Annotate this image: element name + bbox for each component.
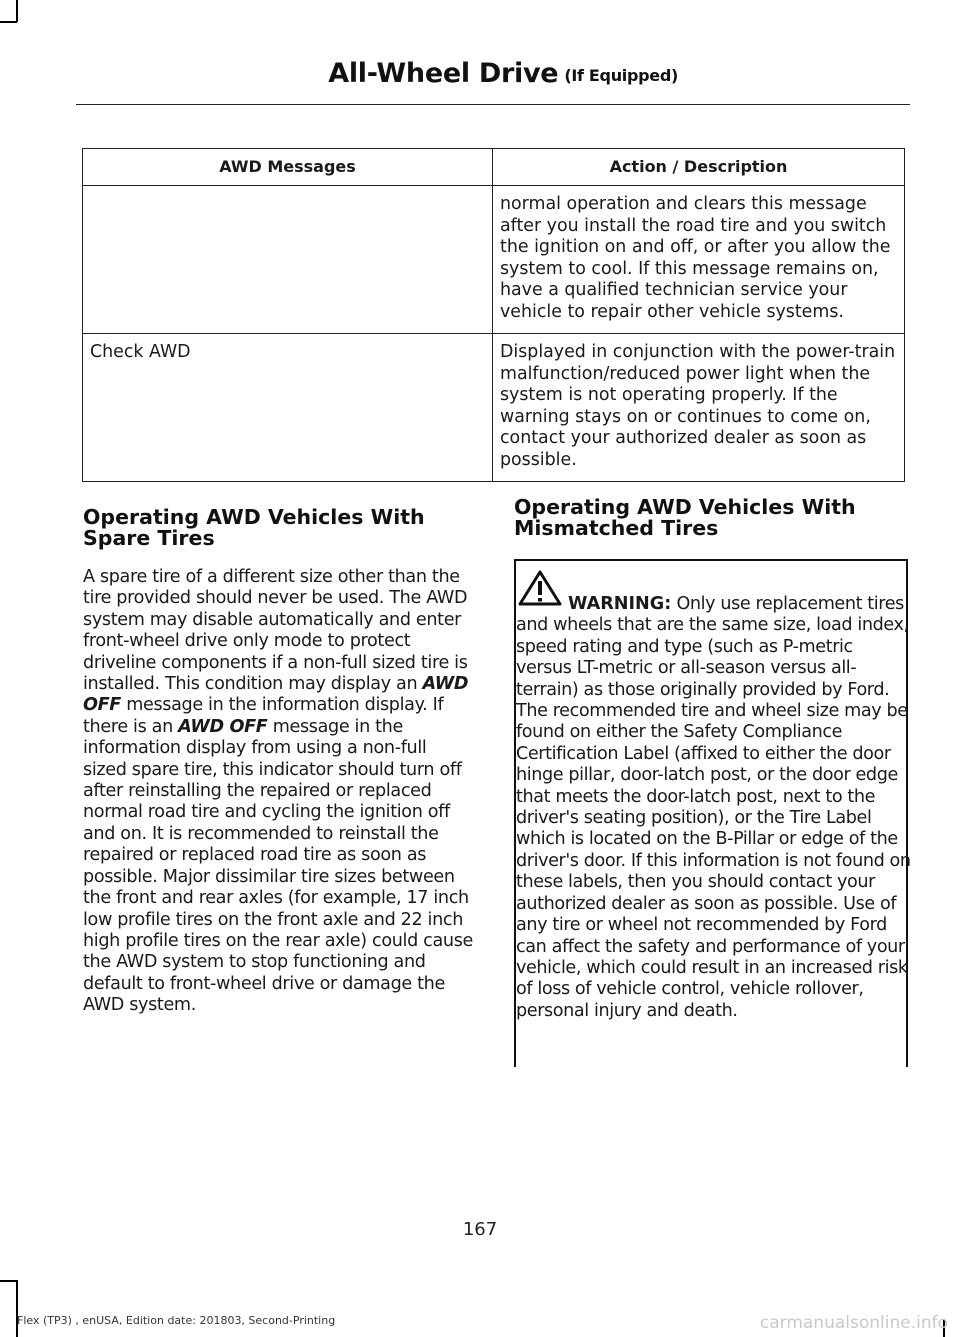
warning-box [514, 559, 911, 1067]
table-row [83, 186, 905, 334]
crop-mark-bottom-left [16, 1280, 18, 1337]
awd-off-term: AWD OFF [83, 674, 469, 716]
right-column [514, 497, 910, 1067]
paragraph-text: A spare tire of a different size other than the tire provided should never be used. The AWD system may disable automatically and enter front-wheel drive only mode to protect driveline components if a non-full sized tire is installed. This condition may display an [83, 567, 468, 695]
crop-mark-bottom-left-h [0, 1280, 17, 1282]
table-header-row [83, 149, 905, 186]
page-number: 167 [462, 1219, 498, 1240]
column-header-action: Action / Description [493, 149, 905, 186]
paragraph-text: message in the information display. If there is an [83, 695, 444, 737]
table-cell-action: normal operation and clears this message after you install the road tire and you switch the ignition on and off, or after you allow the system to cool. If this message remains on, have a qualified technician service your vehicle to repair other vehicle systems. [493, 186, 905, 334]
left-column [83, 507, 475, 1017]
section-heading-spare-tires: Operating AWD Vehicles With Spare Tires [83, 505, 425, 550]
header-divider [76, 104, 910, 105]
table-row [83, 334, 905, 482]
table-cell-message: Check AWD [83, 334, 493, 482]
header-subtitle: (If Equipped) [564, 66, 678, 85]
section-heading-mismatched-tires: Operating AWD Vehicles With Mismatched Tires [514, 495, 856, 540]
awd-messages-table [82, 148, 905, 482]
header-title: All-Wheel Drive [328, 58, 559, 89]
table-cell-message [83, 186, 493, 334]
footer-edition-info: Flex (TP3) , enUSA, Edition date: 201803, Second-Printing [17, 1314, 336, 1327]
warning-body: Only use replacement tires and wheels that are the same size, load index, speed rating and type (such as P-metric versus LT-metric or all-season versus all-terrain) as those originally provided by Ford. The recommended tire and wheel size may be found on either the Safety Compliance Certification Label (affixed to either the door hinge pillar, door-latch post, or the door edge that meets the door-latch post, next to the driver's seating position), or the Tire Label which is located on the B-Pillar or edge of the driver's door. If this information is not found on these labels, then you should contact your authorized dealer as soon as possible. Use of any tire or wheel not recommended by Ford can affect the safety and performance of your vehicle, which could result in an increased risk of loss of vehicle control, vehicle rollover, personal injury and death. [516, 594, 911, 1021]
paragraph-text: message in the information display from using a non-full sized spare tire, this indicator should turn off after reinstalling the repaired or replaced normal road tire and cycling the ignition off and on. It is recommended to reinstall the repaired or replaced road tire as soon as possible. Major dissimilar tire sizes between the front and rear axles (for example, 17 inch low profile tires on the front axle and 22 inch high profile tires on the rear axle) could cause the AWD system to stop functioning and default to front-wheel drive or damage the AWD system. [83, 716, 473, 1016]
awd-off-term: AWD OFF [178, 716, 268, 737]
warning-label: WARNING: [568, 594, 672, 614]
watermark: carmanualsonline.info [759, 1313, 948, 1333]
crop-mark-top-left-h [0, 21, 17, 23]
page-header [328, 58, 678, 89]
crop-mark-top-left [16, 0, 18, 22]
warning-text [516, 594, 912, 1022]
column-header-messages: AWD Messages [83, 149, 493, 186]
spare-tires-paragraph [83, 567, 475, 1017]
table-cell-action: Displayed in conjunction with the power-train malfunction/reduced power light when the system is not operating properly. If the warning stays on or continues to come on, contact your authorized dealer as soon as possible. [493, 334, 905, 482]
